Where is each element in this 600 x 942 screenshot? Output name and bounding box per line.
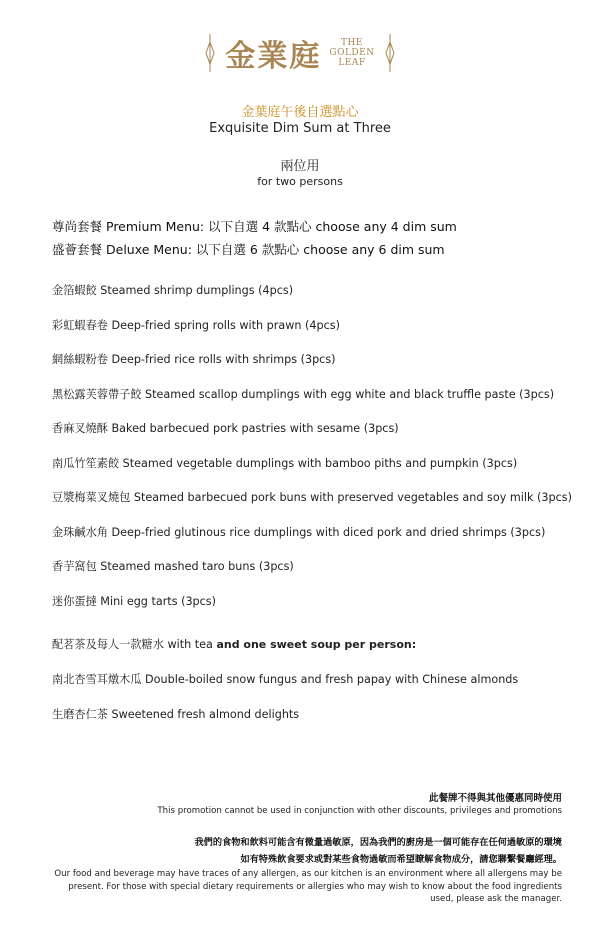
menu-label-en: Deluxe Menu: bbox=[106, 242, 192, 257]
tea-heading bbox=[52, 636, 416, 652]
logo-line: GOLDEN bbox=[329, 48, 375, 58]
premium-menu-line bbox=[52, 217, 457, 235]
dim-sum-item: 彩虹蝦春卷 Deep-fried spring rolls with prawn (4pcs) bbox=[52, 318, 340, 332]
allergen-line: used, please ask the manager. bbox=[430, 894, 562, 904]
sweet-soup-item: 生磨杏仁茶 Sweetened fresh almond delights bbox=[52, 708, 300, 721]
menu-desc-cn: 以下自選 6 款點心 bbox=[195, 242, 300, 257]
menu-label-cn: 尊尚套餐 bbox=[52, 219, 103, 234]
persons-english: for two persons bbox=[257, 175, 343, 188]
title-english: Exquisite Dim Sum at Three bbox=[209, 121, 391, 136]
persons-chinese: 兩位用 bbox=[280, 159, 320, 174]
promo-notice-cn: 此餐牌不得與其他優惠同時使用 bbox=[428, 793, 562, 804]
deluxe-menu-line bbox=[52, 240, 445, 258]
sweet-soup-item: 南北杏雪耳燉木瓜 Double-boiled snow fungus and fresh papay with Chinese almonds bbox=[52, 673, 519, 686]
restaurant-logo bbox=[0, 30, 600, 76]
allergen-line: Our food and beverage may have traces of any allergen, as our kitchen is an environment where all allergens may be bbox=[54, 869, 562, 879]
allergen-notice-en bbox=[54, 868, 562, 906]
dim-sum-item: 金箔蝦餃 Steamed shrimp dumplings (4pcs) bbox=[52, 284, 294, 297]
menu-desc-en: choose any 6 dim sum bbox=[303, 242, 445, 257]
logo-line: LEAF bbox=[338, 58, 366, 68]
dim-sum-item: 迷你蛋撻 Mini egg tarts (3pcs) bbox=[52, 594, 217, 608]
dim-sum-item: 南瓜竹笙素餃 Steamed vegetable dumplings with bamboo piths and pumpkin (3pcs) bbox=[52, 456, 518, 470]
dim-sum-item: 香芋窩包 Steamed mashed taro buns (3pcs) bbox=[52, 560, 294, 573]
allergen-line: present. For those with special dietary requirements or allergies who may wish to know about the food ingredients bbox=[68, 881, 562, 892]
logo-chinese-name: 金業庭 bbox=[225, 39, 322, 74]
menu-label-cn: 盛薈套餐 bbox=[52, 242, 103, 257]
menu-desc-en: choose any 4 dim sum bbox=[315, 219, 457, 234]
promo-notice-en: This promotion cannot be used in conjunction with other discounts, privileges and promotions bbox=[157, 806, 562, 816]
tea-heading-cn: 配茗茶及每人一款糖水 bbox=[52, 638, 164, 651]
logo-left-ornament bbox=[205, 34, 215, 72]
allergen-notice-cn-2: 如有特殊飲食要求或對某些食物過敏而希望瞭解食物成分，請您聯繫餐廳經理。 bbox=[240, 854, 562, 865]
dim-sum-item: 金珠鹹水角 Deep-fried glutinous rice dumplings with diced pork and dried shrimps (3pcs) bbox=[52, 525, 546, 539]
allergen-notice-cn-1: 我們的食物和飲料可能含有微量過敏原，因為我們的廚房是一個可能存在任何過敏原的環境 bbox=[194, 837, 562, 848]
logo-line: THE bbox=[341, 38, 363, 48]
dim-sum-item: 黑松露芙蓉帶子餃 Steamed scallop dumplings with egg white and black truffle paste (3pcs) bbox=[52, 387, 555, 401]
dim-sum-list bbox=[52, 284, 572, 629]
menu-desc-cn: 以下自選 4 款點心 bbox=[208, 219, 312, 234]
menu-label-en: Premium Menu: bbox=[106, 219, 205, 234]
dim-sum-item: 網絲蝦粉卷 Deep-fried rice rolls with shrimps (3pcs) bbox=[52, 353, 336, 366]
tea-heading-en-b: and one sweet soup per person: bbox=[216, 638, 417, 651]
dim-sum-item: 豆漿梅菜叉燒包 Steamed barbecued pork buns with preserved vegetables and soy milk (3pcs) bbox=[52, 491, 572, 504]
logo-english-name bbox=[329, 38, 374, 68]
logo-right-ornament bbox=[385, 34, 395, 72]
tea-heading-en-a: with tea bbox=[167, 638, 213, 651]
dim-sum-item: 香麻叉燒酥 Baked barbecued pork pastries with sesame (3pcs) bbox=[52, 422, 399, 435]
title-chinese: 金葉庭午後自選點心 bbox=[241, 105, 359, 120]
